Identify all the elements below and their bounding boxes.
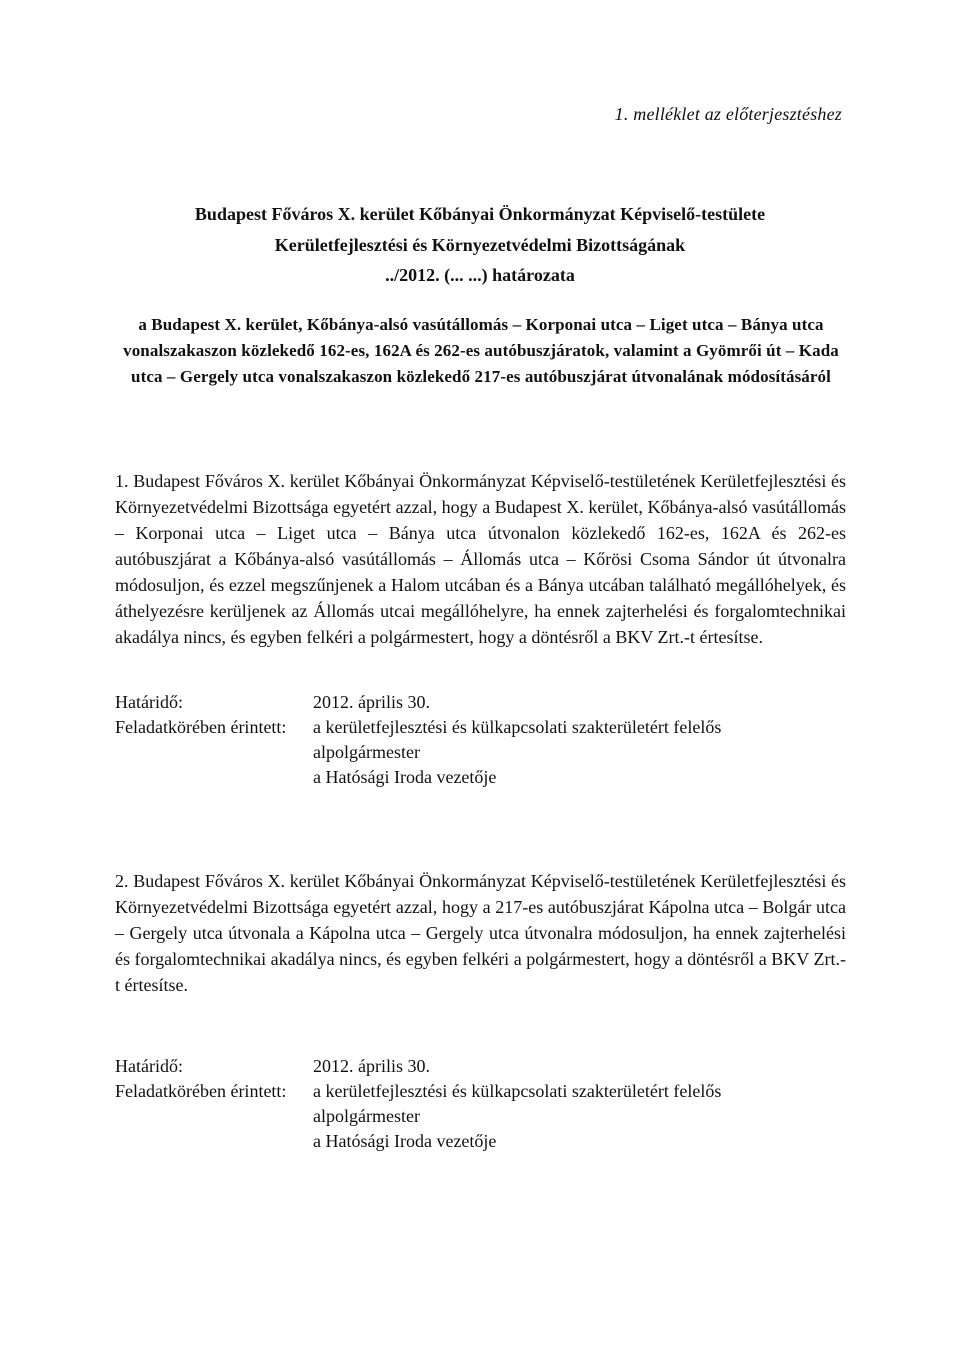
attachment-note: 1. melléklet az előterjesztéshez (614, 104, 842, 124)
resolution-paragraph-1: 1. Budapest Főváros X. kerület Kőbányai Önkormányzat Képviselő-testületének Kerületfejlesztési és Környezetvédelmi Bizottsága egyetért azzal, hogy a Budapest X. kerület, Kőbánya-alsó vasútállomás – Korponai utca – Liget utca – Bánya utca útvonalon közlekedő 162-es, 162A és 262-es autóbuszjárat a Kőbánya-alsó vasútállomás – Állomás utca – Kőrösi Csoma Sándor út útvonalra módosuljon, és ezzel megszűnjenek a Halom utcában és a Bánya utcában található megállóhelyek, és áthelyezésre kerüljenek az Állomás utcai megállóhelyre, ha ennek zajterhelési és forgalomtechnikai akadálya nincs, és egyben felkéri a polgármestert, hogy a döntésről a BKV Zrt.-t értesítse. (115, 471, 846, 647)
deadline-value: 2012. április 30. (313, 1056, 430, 1076)
deadline-label: Határidő: (115, 692, 183, 712)
responsible-item: alpolgármester (313, 742, 420, 762)
deadline-label: Határidő: (115, 1056, 183, 1076)
resolution-paragraph-2: 2. Budapest Főváros X. kerület Kőbányai Önkormányzat Képviselő-testületének Kerületfejlesztési és Környezetvédelmi Bizottsága egyetért azzal, hogy a 217-es autóbuszjárat Kápolna utca – Bolgár utca – Gergely utca útvonala a Kápolna utca – Gergely utca útvonalra módosuljon, ha ennek zajterhelési és forgalomtechnikai akadálya nincs, és egyben felkéri a polgármestert, hogy a döntésről a BKV Zrt.-t értesítse. (115, 871, 846, 995)
responsible-item: a kerületfejlesztési és külkapcsolati szakterületért felelős (313, 1081, 722, 1101)
responsible-list (313, 715, 846, 790)
deadline-block-1 (115, 690, 846, 790)
responsible-item: a Hatósági Iroda vezetője (313, 1131, 497, 1151)
responsible-list (313, 1079, 846, 1154)
responsible-label: Feladatkörében érintett: (115, 717, 287, 737)
responsible-item: a kerületfejlesztési és külkapcsolati szakterületért felelős (313, 717, 722, 737)
responsible-label: Feladatkörében érintett: (115, 1081, 287, 1101)
committee-title: Kerületfejlesztési és Környezetvédelmi Bizottságának (274, 235, 686, 255)
responsible-item: alpolgármester (313, 1106, 420, 1126)
deadline-block-2 (115, 1054, 846, 1154)
resolution-subject: a Budapest X. kerület, Kőbánya-alsó vasútállomás – Korponai utca – Liget utca – Bánya utca vonalszakaszon közlekedő 162-es, 162A és 262-es autóbuszjáratok, valamint a Gyömrői út – Kada utca – Gergely utca vonalszakaszon közlekedő 217-es autóbuszjárat útvonalának módosításáról (123, 315, 839, 386)
deadline-value: 2012. április 30. (313, 692, 430, 712)
resolution-number: ../2012. (... ...) határozata (385, 265, 575, 285)
responsible-item: a Hatósági Iroda vezetője (313, 767, 497, 787)
council-title: Budapest Főváros X. kerület Kőbányai Önkormányzat Képviselő-testülete (194, 204, 766, 224)
